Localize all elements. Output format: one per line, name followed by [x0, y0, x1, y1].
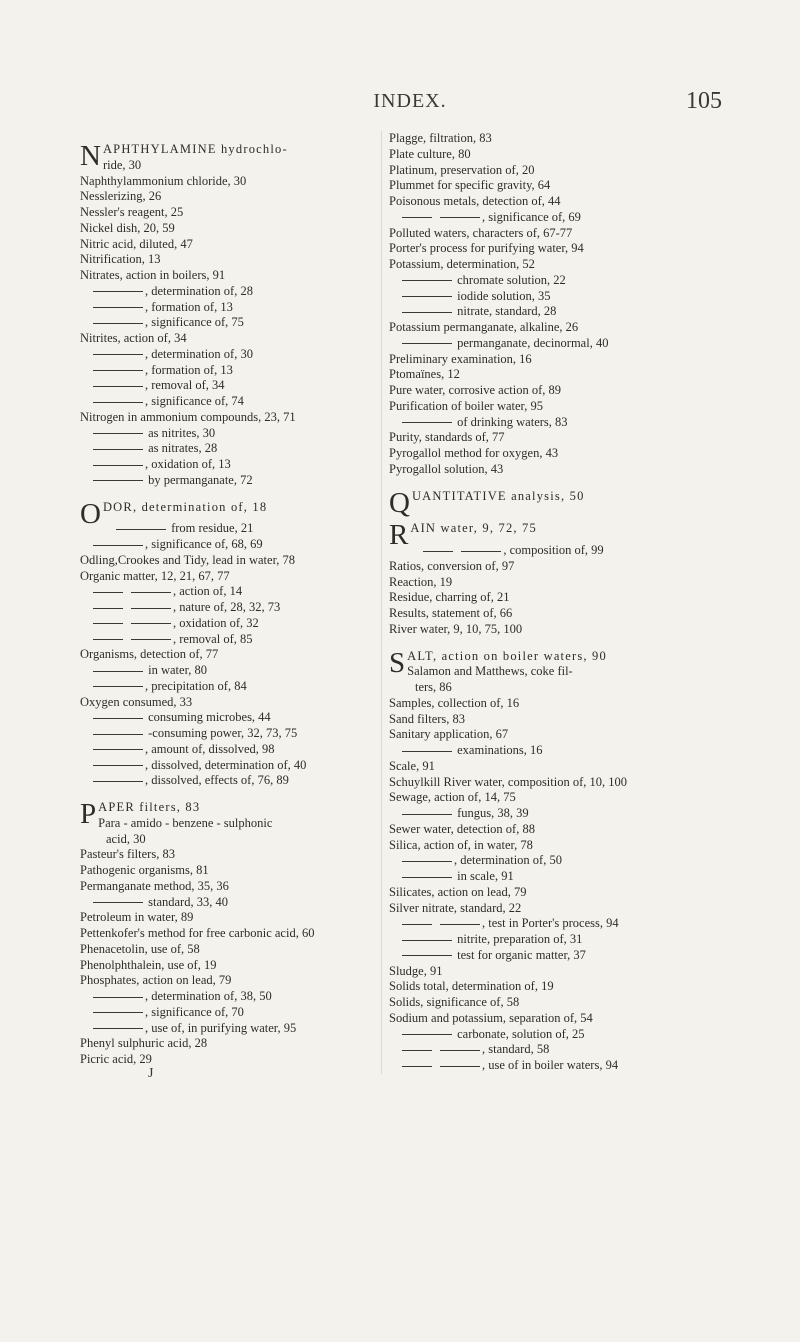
index-entry — [389, 1027, 721, 1043]
entry-text: consuming microbes, 44 — [145, 710, 271, 725]
entry-text: , determination of, 30 — [145, 346, 253, 361]
index-entry — [80, 584, 372, 600]
entry-text: , amount of, dissolved, 98 — [145, 741, 275, 756]
entry-text: , significance of, 70 — [145, 1004, 244, 1019]
entry-text: Silica, action of, in water, 78 — [389, 837, 533, 852]
entry-text: , use of, in purifying water, 95 — [145, 1020, 297, 1035]
entry-text: Sanitary application, 67 — [389, 727, 509, 742]
entry-text: Pyrogallol solution, 43 — [389, 461, 504, 476]
entry-text: in scale, 91 — [454, 869, 514, 883]
entry-text: fungus, 38, 39 — [454, 806, 529, 820]
index-entry — [389, 226, 721, 242]
index-entry — [389, 273, 721, 289]
index-entry — [389, 178, 721, 194]
index-section-start — [389, 486, 721, 519]
entry-text: permanganate, decinormal, 40 — [454, 335, 609, 350]
entry-text: Samples, collection of, 16 — [389, 695, 520, 710]
entry-text: , composition of, 99 — [503, 543, 604, 557]
entry-text: from residue, 21 — [167, 521, 254, 536]
repeat-dash — [402, 751, 452, 752]
entry-text: test for organic matter, 37 — [454, 947, 586, 962]
entry-text: nitrite, preparation of, 31 — [454, 932, 583, 946]
entry-text: Potassium permanganate, alkaline, 26 — [389, 320, 579, 334]
repeat-dash — [402, 924, 432, 925]
repeat-dash — [116, 529, 166, 530]
entry-text: examinations, 16 — [454, 743, 543, 757]
entry-text: , dissolved, effects of, 76, 89 — [145, 773, 289, 788]
repeat-dash — [440, 1050, 480, 1051]
index-entry — [389, 147, 721, 163]
entry-text: Phenolphthalein, use of, 19 — [80, 957, 217, 972]
repeat-dash — [93, 480, 143, 481]
repeat-dash — [402, 343, 452, 344]
entry-text: Oxygen consumed, 33 — [80, 694, 193, 709]
entry-text: chromate solution, 22 — [454, 272, 566, 287]
entry-text: Pettenkofer's method for free carbonic acid, 60 — [80, 926, 315, 940]
index-entry — [389, 590, 721, 606]
repeat-dash — [93, 402, 143, 403]
drop-cap-spacer — [389, 504, 721, 510]
repeat-dash — [440, 924, 480, 925]
index-entry — [80, 895, 372, 911]
entry-text: Potassium, determination, 52 — [389, 257, 535, 271]
entry-text: , removal of, 85 — [173, 631, 253, 646]
entry-continuation: Salamon and Matthews, coke fil- — [407, 664, 573, 679]
index-entry — [80, 237, 372, 253]
entry-text: APHTHYLAMINE hydrochlo- — [102, 142, 288, 156]
entry-text: Nitrification, 13 — [80, 252, 161, 267]
entry-text: Ptomaïnes, 12 — [389, 367, 460, 382]
index-entry — [389, 289, 721, 305]
entry-text: Purification of boiler water, 95 — [389, 398, 543, 413]
index-entry — [389, 1058, 721, 1074]
index-entry — [80, 268, 372, 284]
repeat-dash — [402, 1034, 452, 1035]
index-entry — [389, 838, 721, 854]
index-entry — [389, 415, 721, 431]
entry-text: UANTITATIVE analysis, 50 — [411, 488, 585, 503]
entry-text: Preliminary examination, 16 — [389, 351, 532, 366]
entry-text: Organic matter, 12, 21, 67, 77 — [80, 568, 230, 583]
entry-continuation: ters, 86 — [415, 680, 452, 694]
index-entry — [389, 790, 721, 806]
index-entry — [80, 663, 372, 679]
index-entry — [389, 241, 721, 257]
index-entry — [389, 901, 721, 917]
index-entry — [389, 543, 721, 559]
entry-text: Pathogenic organisms, 81 — [80, 863, 209, 877]
drop-cap-letter: O — [80, 497, 101, 530]
index-entry — [389, 1042, 721, 1058]
entry-text: , formation of, 13 — [145, 299, 233, 314]
drop-cap-letter: R — [389, 519, 409, 552]
index-entry — [389, 367, 721, 383]
entry-text: , nature of, 28, 32, 73 — [173, 600, 281, 614]
entry-text: Naphthylammonium chloride, 30 — [80, 173, 247, 188]
entry-text: as nitrates, 28 — [145, 441, 218, 456]
index-column-right — [381, 131, 721, 1074]
index-entry — [389, 964, 721, 980]
entry-text: Phenacetolin, use of, 58 — [80, 941, 200, 956]
entry-text: Nessler's reagent, 25 — [80, 205, 184, 219]
repeat-dash — [93, 1012, 143, 1013]
index-entry — [80, 989, 372, 1005]
entry-text: carbonate, solution of, 25 — [454, 1026, 585, 1041]
repeat-dash — [402, 312, 452, 313]
repeat-dash — [93, 386, 143, 387]
drop-cap-letter: S — [389, 646, 406, 679]
index-entry — [389, 352, 721, 368]
entry-text: Residue, charring of, 21 — [389, 590, 510, 605]
index-entry — [80, 394, 372, 410]
repeat-dash — [423, 551, 453, 552]
entry-text: Odling,Crookes and Tidy, lead in water, 78 — [80, 552, 295, 567]
index-entry — [80, 441, 372, 457]
index-entry — [389, 575, 721, 591]
entry-text: Sewage, action of, 14, 75 — [389, 790, 516, 805]
index-entry — [80, 457, 372, 473]
entry-continuation: Para - amido - benzene - sulphonic — [98, 815, 273, 830]
repeat-dash — [93, 307, 143, 308]
index-entry — [389, 462, 721, 478]
repeat-dash — [93, 749, 143, 750]
index-entry — [80, 879, 372, 895]
entry-text: , action of, 14 — [173, 584, 243, 599]
index-entry — [80, 726, 372, 742]
index-entry — [80, 1005, 372, 1021]
entry-text: , oxidation of, 32 — [173, 615, 259, 630]
index-section-start — [80, 142, 372, 174]
index-entry — [80, 863, 372, 879]
index-entry — [80, 710, 372, 726]
index-section-start — [389, 646, 721, 696]
repeat-dash — [402, 940, 452, 941]
entry-text: Schuylkill River water, composition of, 10, 100 — [389, 774, 628, 789]
entry-text: standard, 33, 40 — [145, 894, 228, 909]
entry-text: AIN water, 9, 72, 75 — [410, 521, 537, 536]
index-entry — [80, 695, 372, 711]
drop-cap-letter: N — [80, 140, 101, 172]
index-entry — [389, 885, 721, 901]
index-entry — [80, 647, 372, 663]
index-entry — [389, 806, 721, 822]
entry-text: of drinking waters, 83 — [454, 414, 568, 429]
index-entry — [389, 320, 721, 336]
drop-cap-letter: Q — [389, 486, 410, 519]
entry-text: Porter's process for purifying water, 94 — [389, 241, 584, 256]
index-entry — [389, 622, 721, 638]
index-entry — [389, 948, 721, 964]
entry-text: , formation of, 13 — [145, 362, 233, 377]
repeat-dash — [131, 608, 171, 609]
index-entry — [389, 1011, 721, 1027]
index-entry — [389, 131, 721, 147]
repeat-dash — [402, 1066, 432, 1067]
index-entry — [80, 363, 372, 379]
repeat-dash — [93, 734, 143, 735]
repeat-dash — [402, 1050, 432, 1051]
repeat-dash — [402, 280, 452, 281]
index-entry — [389, 696, 721, 712]
entry-continuation: ride, 30 — [102, 157, 142, 172]
entry-text: Nickel dish, 20, 59 — [80, 220, 175, 235]
entry-text: Petroleum in water, 89 — [80, 910, 194, 925]
index-entry — [80, 174, 372, 190]
index-entry — [80, 569, 372, 585]
index-entry — [389, 430, 721, 446]
repeat-dash — [93, 1028, 143, 1029]
repeat-dash — [440, 1066, 480, 1067]
page-header — [98, 88, 722, 118]
entry-text: DOR, determination of, 18 — [102, 499, 268, 514]
entry-text: Pasteur's filters, 83 — [80, 847, 175, 862]
index-entry — [80, 632, 372, 648]
index-entry — [80, 205, 372, 221]
index-entry — [389, 853, 721, 869]
index-entry — [80, 347, 372, 363]
repeat-dash — [93, 323, 143, 324]
entry-text: Phenyl sulphuric acid, 28 — [80, 1036, 208, 1051]
index-entry — [389, 932, 721, 948]
entry-text: , determination of, 28 — [145, 283, 253, 298]
repeat-dash — [402, 955, 452, 956]
index-entry — [80, 252, 372, 268]
index-entry — [80, 758, 372, 774]
repeat-dash — [93, 639, 123, 640]
entry-text: Picric acid, 29 — [80, 1052, 152, 1066]
entry-text: Organisms, detection of, 77 — [80, 647, 219, 662]
index-entry — [80, 284, 372, 300]
index-entry — [80, 315, 372, 331]
repeat-dash — [93, 370, 143, 371]
index-entry — [389, 486, 721, 519]
index-entry — [389, 304, 721, 320]
repeat-dash — [93, 449, 143, 450]
entry-text: Permanganate method, 35, 36 — [80, 878, 229, 893]
repeat-dash — [93, 291, 143, 292]
repeat-dash — [93, 592, 123, 593]
index-entry — [389, 775, 721, 791]
entry-text: , use of in boiler waters, 94 — [482, 1058, 619, 1072]
entry-text: , oxidation of, 13 — [145, 457, 231, 471]
repeat-dash — [402, 217, 432, 218]
repeat-dash — [402, 814, 452, 815]
repeat-dash — [402, 861, 452, 862]
index-entry — [80, 1052, 372, 1068]
entry-text: Sewer water, detection of, 88 — [389, 821, 535, 836]
index-entry — [389, 383, 721, 399]
signature-mark: J — [148, 1066, 154, 1081]
drop-cap-letter: P — [80, 798, 97, 830]
index-entry — [80, 521, 372, 537]
index-entry — [389, 822, 721, 838]
repeat-dash — [402, 296, 452, 297]
repeat-dash — [402, 422, 452, 423]
index-entry — [389, 995, 721, 1011]
entry-continuation: acid, 30 — [106, 831, 146, 846]
entry-text: River water, 9, 10, 75, 100 — [389, 621, 523, 636]
repeat-dash — [93, 718, 143, 719]
index-entry — [80, 679, 372, 695]
entry-text: by permanganate, 72 — [145, 472, 253, 487]
repeat-dash — [93, 671, 143, 672]
page-number: 105 — [686, 88, 722, 114]
index-entry — [80, 189, 372, 205]
entry-text: Scale, 91 — [389, 758, 435, 773]
entry-text: , standard, 58 — [482, 1042, 550, 1057]
repeat-dash — [93, 781, 143, 782]
entry-text: Phosphates, action on lead, 79 — [80, 973, 232, 988]
index-entry — [80, 331, 372, 347]
index-entry — [80, 600, 372, 616]
index-entry — [389, 712, 721, 728]
entry-text: , determination of, 38, 50 — [145, 989, 272, 1003]
entry-text: iodide solution, 35 — [454, 288, 551, 303]
index-entry — [80, 910, 372, 926]
index-entry — [389, 606, 721, 622]
entry-text: , test in Porter's process, 94 — [482, 916, 619, 931]
repeat-dash — [93, 623, 123, 624]
index-entry — [80, 742, 372, 758]
repeat-dash — [93, 465, 143, 466]
index-entry — [389, 194, 721, 210]
entry-text: Platinum, preservation of, 20 — [389, 162, 535, 177]
index-entry — [80, 221, 372, 237]
index-entry — [80, 378, 372, 394]
entry-text: Results, statement of, 66 — [389, 606, 513, 620]
index-entry — [389, 869, 721, 885]
index-entry — [80, 616, 372, 632]
repeat-dash — [93, 545, 143, 546]
entry-text: Nitrites, action of, 34 — [80, 331, 187, 345]
index-entry — [80, 773, 372, 789]
index-entry — [389, 257, 721, 273]
index-entry — [80, 410, 372, 426]
index-column-left — [80, 131, 372, 1068]
repeat-dash — [93, 902, 143, 903]
entry-text: Poisonous metals, detection of, 44 — [389, 194, 561, 208]
entry-text: Solids, significance of, 58 — [389, 995, 520, 1009]
index-entry — [80, 847, 372, 863]
entry-text: Nitrates, action in boilers, 91 — [80, 268, 226, 282]
entry-text: Ratios, conversion of, 97 — [389, 558, 515, 573]
index-entry — [389, 727, 721, 743]
index-entry — [80, 973, 372, 989]
index-entry — [389, 399, 721, 415]
index-entry — [80, 553, 372, 569]
entry-text: nitrate, standard, 28 — [454, 304, 557, 319]
index-entry — [389, 210, 721, 226]
entry-text: Silicates, action on lead, 79 — [389, 884, 527, 899]
index-entry — [80, 1021, 372, 1037]
entry-text: , determination of, 50 — [454, 853, 562, 868]
index-entry — [80, 537, 372, 553]
repeat-dash — [93, 354, 143, 355]
index-section-start — [80, 800, 372, 847]
index-entry — [80, 958, 372, 974]
repeat-dash — [131, 623, 171, 624]
index-entry — [80, 473, 372, 489]
entry-text: as nitrites, 30 — [145, 425, 216, 440]
entry-text: Pure water, corrosive action of, 89 — [389, 383, 562, 397]
entry-text: in water, 80 — [145, 663, 207, 677]
entry-text: Reaction, 19 — [389, 574, 453, 589]
entry-text: Plagge, filtration, 83 — [389, 131, 492, 145]
repeat-dash — [93, 433, 143, 434]
repeat-dash — [402, 877, 452, 878]
entry-text: -consuming power, 32, 73, 75 — [145, 726, 298, 740]
entry-text: Silver nitrate, standard, 22 — [389, 900, 522, 915]
entry-text: , significance of, 74 — [145, 394, 244, 408]
entry-text: ALT, action on boiler waters, 90 — [407, 648, 607, 663]
index-entry — [80, 300, 372, 316]
repeat-dash — [93, 608, 123, 609]
index-entry — [80, 1036, 372, 1052]
index-entry — [389, 559, 721, 575]
index-entry — [80, 926, 372, 942]
repeat-dash — [440, 217, 480, 218]
index-entry — [80, 942, 372, 958]
entry-text: , dissolved, determination of, 40 — [145, 757, 307, 772]
entry-text: Plate culture, 80 — [389, 146, 471, 161]
page-title: INDEX. — [373, 90, 447, 112]
repeat-dash — [461, 551, 501, 552]
entry-text: Nitrogen in ammonium compounds, 23, 71 — [80, 409, 296, 424]
index-entry — [389, 163, 721, 179]
entry-text: Polluted waters, characters of, 67-77 — [389, 225, 573, 240]
index-entry — [80, 426, 372, 442]
index-entry — [389, 979, 721, 995]
entry-text: , significance of, 68, 69 — [145, 537, 263, 551]
entry-text: Sludge, 91 — [389, 963, 443, 978]
index-entry — [389, 916, 721, 932]
index-entry — [389, 446, 721, 462]
repeat-dash — [93, 686, 143, 687]
entry-text: Plummet for specific gravity, 64 — [389, 178, 551, 193]
index-entry — [389, 336, 721, 352]
entry-text: , significance of, 75 — [145, 315, 244, 330]
entry-text: Pyrogallol method for oxygen, 43 — [389, 446, 559, 460]
entry-text: , precipitation of, 84 — [145, 678, 247, 693]
entry-text: Sodium and potassium, separation of, 54 — [389, 1010, 593, 1025]
entry-text: Nesslerizing, 26 — [80, 189, 162, 204]
repeat-dash — [131, 592, 171, 593]
repeat-dash — [93, 997, 143, 998]
entry-text: Nitric acid, diluted, 47 — [80, 236, 193, 251]
repeat-dash — [93, 765, 143, 766]
entry-text: Solids total, determination of, 19 — [389, 979, 554, 994]
index-entry — [389, 743, 721, 759]
entry-text: Purity, standards of, 77 — [389, 430, 505, 445]
entry-text: Sand filters, 83 — [389, 711, 466, 726]
index-entry — [389, 759, 721, 775]
entry-text: APER filters, 83 — [98, 800, 201, 814]
entry-text: , removal of, 34 — [145, 378, 225, 393]
entry-text: , significance of, 69 — [482, 209, 581, 224]
repeat-dash — [131, 639, 171, 640]
